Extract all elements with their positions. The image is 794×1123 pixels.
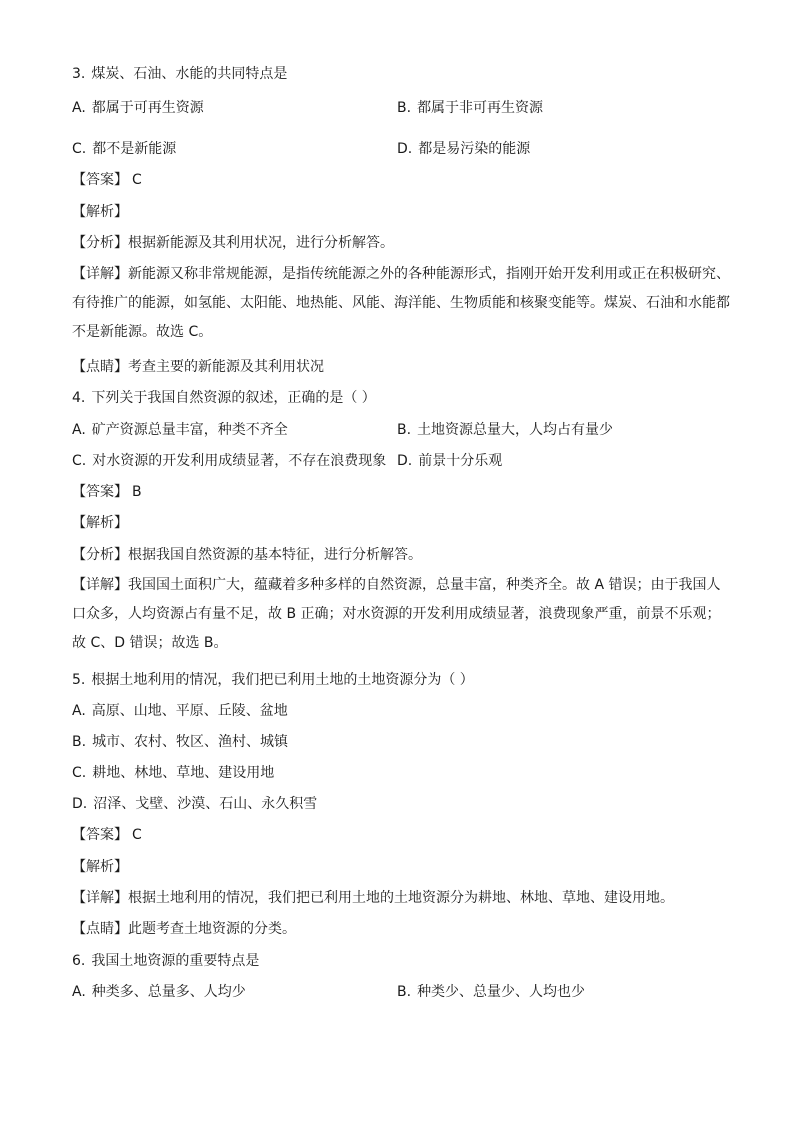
q3-detail: 【详解】新能源又称非常规能源，是指传统能源之外的各种能源形式，指刚开始开发利用或正在积极研究、有待推广的能源，如氢能、太阳能、地热能、风能、海洋能、生物质能和核聚变能等。煤炭、石油和水能都不是新能源。故选 C。	[72, 266, 730, 340]
q4-detail: 【详解】我国国土面积广大，蕴藏着多种多样的自然资源，总量丰富，种类齐全。故 A 错误；由于我国人口众多，人均资源占有量不足，故 B 正确；对水资源的开发利用成绩显著，浪费现象严重，前景不乐观；故 C、D 错误；故选 B。	[72, 577, 721, 651]
q5-option-a: A. 高原、山地、平原、丘陵、盆地	[72, 703, 288, 719]
q4-stem-line	[72, 388, 376, 408]
q3-option-d: D. 都是易污染的能源	[397, 141, 531, 157]
q5-stem-line	[72, 670, 474, 690]
q5-option-b: B. 城市、农村、牧区、渔村、城镇	[72, 734, 289, 750]
q3-fenxi: 【分析】根据新能源及其利用状况，进行分析解答。	[72, 235, 394, 251]
q3-stem-line	[72, 64, 287, 84]
q4-option-a: A. 矿产资源总量丰富，种类不齐全	[72, 422, 288, 438]
q4-option-b: B. 土地资源总量大，人均占有量少	[397, 422, 614, 438]
q4-fenxi: 【分析】根据我国自然资源的基本特征，进行分析解答。	[72, 547, 422, 563]
q3-number: 3.	[72, 66, 86, 82]
q5-analysis-heading: 【解析】	[72, 859, 128, 875]
q5-number: 5.	[72, 672, 86, 688]
q3-option-c: C. 都不是新能源	[72, 141, 177, 157]
q4-answer: 【答案】 B	[72, 484, 142, 500]
q5-stem: 根据土地利用的情况，我们把已利用土地的土地资源分为（ ）	[91, 672, 474, 688]
q5-answer: 【答案】 C	[72, 827, 142, 843]
q3-stem: 煤炭、石油、水能的共同特点是	[91, 66, 288, 82]
q3-analysis-heading: 【解析】	[72, 204, 128, 220]
q5-comment: 【点睛】此题考查土地资源的分类。	[72, 921, 296, 937]
q5-option-d: D. 沼泽、戈壁、沙漠、石山、永久积雪	[72, 796, 318, 812]
q6-stem: 我国土地资源的重要特点是	[91, 953, 260, 969]
q3-answer: 【答案】 C	[72, 172, 142, 188]
q6-option-b: B. 种类少、总量少、人均也少	[397, 984, 586, 1000]
q3-option-a: A. 都属于可再生资源	[72, 100, 204, 116]
q6-stem-line	[72, 951, 259, 971]
q4-number: 4.	[72, 390, 86, 406]
q3-comment: 【点睛】考查主要的新能源及其利用状况	[72, 359, 324, 375]
q4-analysis-heading: 【解析】	[72, 515, 128, 531]
q5-option-c: C. 耕地、林地、草地、建设用地	[72, 765, 275, 781]
q3-option-b: B. 都属于非可再生资源	[397, 100, 544, 116]
q6-option-a: A. 种类多、总量多、人均少	[72, 984, 246, 1000]
q4-stem: 下列关于我国自然资源的叙述，正确的是（ ）	[91, 390, 376, 406]
q6-number: 6.	[72, 953, 86, 969]
q4-option-d: D. 前景十分乐观	[397, 453, 503, 469]
q5-detail: 【详解】根据土地利用的情况，我们把已利用土地的土地资源分为耕地、林地、草地、建设用地。	[72, 890, 674, 906]
q4-option-c: C. 对水资源的开发利用成绩显著，不存在浪费现象	[72, 453, 387, 469]
